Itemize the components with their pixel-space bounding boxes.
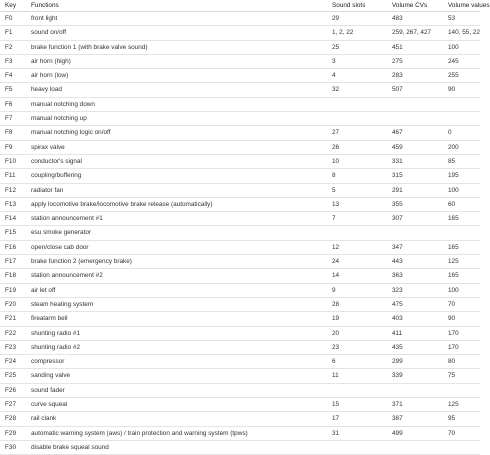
function-cell: shunting radio #1 bbox=[26, 326, 327, 340]
volume-cvs-cell: 403 bbox=[387, 312, 443, 326]
sound-slots-cell bbox=[327, 112, 387, 126]
function-cell: air horn (low) bbox=[26, 69, 327, 83]
sound-slots-cell: 8 bbox=[327, 169, 387, 183]
key-cell: F17 bbox=[0, 255, 26, 269]
volume-values-cell: 125 bbox=[443, 255, 480, 269]
volume-values-cell bbox=[443, 97, 480, 111]
table-row bbox=[0, 440, 480, 454]
sound-slots-cell: 26 bbox=[327, 140, 387, 154]
function-cell: shunting radio #2 bbox=[26, 340, 327, 354]
column-header-functions: Functions bbox=[26, 0, 327, 12]
function-cell: curve squeal bbox=[26, 398, 327, 412]
volume-values-cell bbox=[443, 440, 480, 454]
sound-slots-cell: 20 bbox=[327, 326, 387, 340]
volume-values-cell: 80 bbox=[443, 355, 480, 369]
volume-values-cell: 140, 55, 22 bbox=[443, 26, 480, 40]
function-cell: station announcement #2 bbox=[26, 269, 327, 283]
table-row bbox=[0, 197, 480, 211]
sound-slots-cell: 15 bbox=[327, 398, 387, 412]
sound-slots-cell: 19 bbox=[327, 312, 387, 326]
table-row bbox=[0, 97, 480, 111]
volume-cvs-cell: 387 bbox=[387, 412, 443, 426]
sound-slots-cell: 13 bbox=[327, 197, 387, 211]
volume-cvs-cell bbox=[387, 440, 443, 454]
sound-slots-cell: 1, 2, 22 bbox=[327, 26, 387, 40]
table-row bbox=[0, 126, 480, 140]
key-cell: F16 bbox=[0, 240, 26, 254]
volume-cvs-cell: 435 bbox=[387, 340, 443, 354]
function-cell: manual notching up bbox=[26, 112, 327, 126]
header-row bbox=[0, 0, 480, 12]
volume-values-cell: 165 bbox=[443, 269, 480, 283]
volume-values-cell: 53 bbox=[443, 12, 480, 26]
key-cell: F29 bbox=[0, 426, 26, 440]
sound-slots-cell: 25 bbox=[327, 40, 387, 54]
function-cell: sound on/off bbox=[26, 26, 327, 40]
sound-slots-cell: 17 bbox=[327, 412, 387, 426]
key-cell: F9 bbox=[0, 140, 26, 154]
table-row bbox=[0, 83, 480, 97]
function-cell: coupling/buffering bbox=[26, 169, 327, 183]
sound-slots-cell bbox=[327, 440, 387, 454]
function-cell: brake function 1 (with brake valve sound) bbox=[26, 40, 327, 54]
volume-values-cell: 75 bbox=[443, 369, 480, 383]
function-cell: sanding valve bbox=[26, 369, 327, 383]
key-cell: F0 bbox=[0, 12, 26, 26]
function-cell: front light bbox=[26, 12, 327, 26]
volume-values-cell: 90 bbox=[443, 83, 480, 97]
volume-values-cell: 170 bbox=[443, 326, 480, 340]
volume-cvs-cell: 275 bbox=[387, 54, 443, 68]
table-header bbox=[0, 0, 490, 12]
volume-values-cell: 70 bbox=[443, 426, 480, 440]
volume-cvs-cell bbox=[387, 112, 443, 126]
key-cell: F26 bbox=[0, 383, 26, 397]
table-row bbox=[0, 398, 480, 412]
key-cell: F18 bbox=[0, 269, 26, 283]
key-cell: F4 bbox=[0, 69, 26, 83]
key-cell: F24 bbox=[0, 355, 26, 369]
table-row bbox=[0, 40, 480, 54]
volume-cvs-cell bbox=[387, 383, 443, 397]
function-cell: apply locomotive brake/locomotive brake release (automatically) bbox=[26, 197, 327, 211]
function-cell: manual notching down bbox=[26, 97, 327, 111]
key-cell: F27 bbox=[0, 398, 26, 412]
table-row bbox=[0, 154, 480, 168]
key-cell: F6 bbox=[0, 97, 26, 111]
key-cell: F21 bbox=[0, 312, 26, 326]
key-cell: F23 bbox=[0, 340, 26, 354]
table-row bbox=[0, 12, 480, 26]
column-header-sound-slots: Sound slots bbox=[327, 0, 387, 12]
key-cell: F14 bbox=[0, 212, 26, 226]
table-row bbox=[0, 169, 480, 183]
volume-values-cell: 85 bbox=[443, 154, 480, 168]
volume-values-cell: 100 bbox=[443, 40, 480, 54]
volume-cvs-cell: 291 bbox=[387, 183, 443, 197]
sound-slots-cell: 11 bbox=[327, 369, 387, 383]
volume-values-cell: 200 bbox=[443, 140, 480, 154]
key-cell: F19 bbox=[0, 283, 26, 297]
function-cell: air let off bbox=[26, 283, 327, 297]
sound-slots-cell bbox=[327, 226, 387, 240]
key-cell: F12 bbox=[0, 183, 26, 197]
volume-cvs-cell: 339 bbox=[387, 369, 443, 383]
function-cell: rail clank bbox=[26, 412, 327, 426]
table-row bbox=[0, 369, 480, 383]
key-cell: F7 bbox=[0, 112, 26, 126]
table-row bbox=[0, 26, 480, 40]
table-row bbox=[0, 240, 480, 254]
volume-values-cell: 245 bbox=[443, 54, 480, 68]
volume-cvs-cell: 475 bbox=[387, 297, 443, 311]
key-cell: F10 bbox=[0, 154, 26, 168]
function-cell: firealarm bell bbox=[26, 312, 327, 326]
volume-values-cell: 165 bbox=[443, 212, 480, 226]
volume-values-cell: 95 bbox=[443, 412, 480, 426]
sound-slots-cell: 4 bbox=[327, 69, 387, 83]
volume-values-cell: 165 bbox=[443, 240, 480, 254]
volume-cvs-cell: 323 bbox=[387, 283, 443, 297]
function-cell: sound fader bbox=[26, 383, 327, 397]
key-cell: F30 bbox=[0, 440, 26, 454]
volume-values-cell: 125 bbox=[443, 398, 480, 412]
volume-values-cell: 255 bbox=[443, 69, 480, 83]
volume-values-cell: 90 bbox=[443, 312, 480, 326]
table-row bbox=[0, 212, 480, 226]
key-cell: F5 bbox=[0, 83, 26, 97]
volume-cvs-cell: 283 bbox=[387, 69, 443, 83]
volume-cvs-cell: 355 bbox=[387, 197, 443, 211]
table-row bbox=[0, 183, 480, 197]
volume-values-cell: 170 bbox=[443, 340, 480, 354]
volume-values-cell: 100 bbox=[443, 183, 480, 197]
volume-cvs-cell: 467 bbox=[387, 126, 443, 140]
sound-slots-cell: 32 bbox=[327, 83, 387, 97]
sound-slots-cell: 3 bbox=[327, 54, 387, 68]
function-cell: manual notching logic on/off bbox=[26, 126, 327, 140]
sound-slots-cell: 27 bbox=[327, 126, 387, 140]
key-cell: F3 bbox=[0, 54, 26, 68]
function-cell: conductor's signal bbox=[26, 154, 327, 168]
volume-values-cell bbox=[443, 112, 480, 126]
table-row bbox=[0, 312, 480, 326]
function-cell: heavy load bbox=[26, 83, 327, 97]
table-row bbox=[0, 283, 480, 297]
sound-slots-cell: 29 bbox=[327, 12, 387, 26]
column-header-key: Key bbox=[0, 0, 26, 12]
key-cell: F20 bbox=[0, 297, 26, 311]
volume-cvs-cell: 363 bbox=[387, 269, 443, 283]
volume-cvs-cell: 307 bbox=[387, 212, 443, 226]
sound-slots-cell: 28 bbox=[327, 297, 387, 311]
sound-slots-cell: 6 bbox=[327, 355, 387, 369]
key-cell: F28 bbox=[0, 412, 26, 426]
function-cell: open/close cab door bbox=[26, 240, 327, 254]
volume-cvs-cell: 507 bbox=[387, 83, 443, 97]
sound-slots-cell: 31 bbox=[327, 426, 387, 440]
column-header-volume-cvs: Volume CVs bbox=[387, 0, 443, 12]
sound-slots-cell: 7 bbox=[327, 212, 387, 226]
function-cell: compressor bbox=[26, 355, 327, 369]
volume-cvs-cell bbox=[387, 226, 443, 240]
volume-cvs-cell: 259, 267, 427 bbox=[387, 26, 443, 40]
function-cell: air horn (high) bbox=[26, 54, 327, 68]
sound-slots-cell: 24 bbox=[327, 255, 387, 269]
sound-slots-cell: 10 bbox=[327, 154, 387, 168]
sound-slots-cell: 12 bbox=[327, 240, 387, 254]
table-body bbox=[0, 12, 480, 455]
volume-values-cell: 70 bbox=[443, 297, 480, 311]
key-cell: F1 bbox=[0, 26, 26, 40]
function-cell: radiator fan bbox=[26, 183, 327, 197]
key-cell: F25 bbox=[0, 369, 26, 383]
volume-cvs-cell bbox=[387, 97, 443, 111]
volume-cvs-cell: 299 bbox=[387, 355, 443, 369]
function-cell: automatic warning system (aws) / train protection and warning system (tpws) bbox=[26, 426, 327, 440]
volume-cvs-cell: 371 bbox=[387, 398, 443, 412]
table-row bbox=[0, 54, 480, 68]
table-row bbox=[0, 112, 480, 126]
key-cell: F13 bbox=[0, 197, 26, 211]
table-row bbox=[0, 269, 480, 283]
table-row bbox=[0, 355, 480, 369]
volume-cvs-cell: 499 bbox=[387, 426, 443, 440]
sound-slots-cell: 5 bbox=[327, 183, 387, 197]
volume-values-cell: 100 bbox=[443, 283, 480, 297]
volume-cvs-cell: 483 bbox=[387, 12, 443, 26]
table-row bbox=[0, 226, 480, 240]
function-cell: disable brake squeal sound bbox=[26, 440, 327, 454]
key-cell: F22 bbox=[0, 326, 26, 340]
table-row bbox=[0, 255, 480, 269]
column-header-volume-values: Volume values bbox=[443, 0, 480, 12]
key-cell: F11 bbox=[0, 169, 26, 183]
volume-cvs-cell: 451 bbox=[387, 40, 443, 54]
volume-values-cell bbox=[443, 383, 480, 397]
table-row bbox=[0, 426, 480, 440]
table-row bbox=[0, 140, 480, 154]
sound-slots-cell: 9 bbox=[327, 283, 387, 297]
key-cell: F8 bbox=[0, 126, 26, 140]
volume-cvs-cell: 459 bbox=[387, 140, 443, 154]
volume-values-cell: 0 bbox=[443, 126, 480, 140]
key-cell: F2 bbox=[0, 40, 26, 54]
sound-slots-cell: 14 bbox=[327, 269, 387, 283]
key-cell: F15 bbox=[0, 226, 26, 240]
function-cell: steam heating system bbox=[26, 297, 327, 311]
sound-slots-cell bbox=[327, 383, 387, 397]
table-row bbox=[0, 297, 480, 311]
volume-cvs-cell: 411 bbox=[387, 326, 443, 340]
volume-cvs-cell: 443 bbox=[387, 255, 443, 269]
volume-cvs-cell: 347 bbox=[387, 240, 443, 254]
table-row bbox=[0, 326, 480, 340]
table-row bbox=[0, 340, 480, 354]
volume-values-cell: 60 bbox=[443, 197, 480, 211]
volume-values-cell bbox=[443, 226, 480, 240]
volume-cvs-cell: 331 bbox=[387, 154, 443, 168]
function-cell: brake function 2 (emergency brake) bbox=[26, 255, 327, 269]
function-cell: station announcement #1 bbox=[26, 212, 327, 226]
volume-values-cell: 195 bbox=[443, 169, 480, 183]
sound-slots-cell: 23 bbox=[327, 340, 387, 354]
table-row bbox=[0, 69, 480, 83]
function-cell: spirax valve bbox=[26, 140, 327, 154]
volume-cvs-cell: 315 bbox=[387, 169, 443, 183]
sound-slots-cell bbox=[327, 97, 387, 111]
table-row bbox=[0, 383, 480, 397]
function-cell: esu smoke generator bbox=[26, 226, 327, 240]
table-row bbox=[0, 412, 480, 426]
